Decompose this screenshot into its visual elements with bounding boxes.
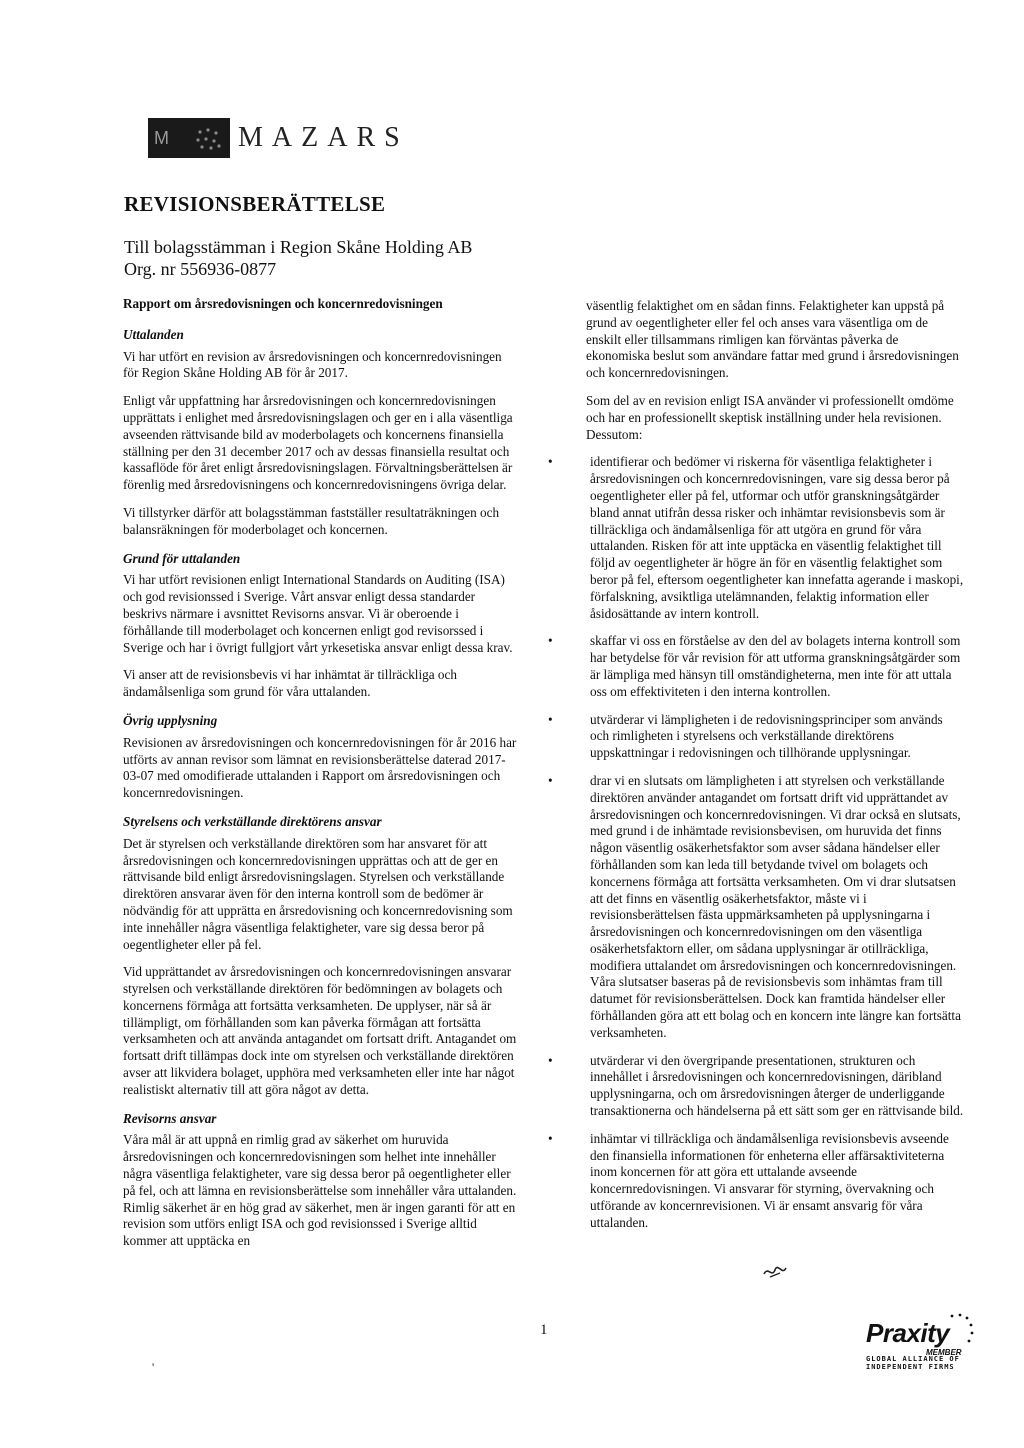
paragraph: Enligt vår uppfattning har årsredovisningen och koncernredovisningen upprättats i enlighet med årsredovisningslagen och ger en i alla väsentliga avseenden rättvisande bild av moderbolagets och koncernens finansiella ställning per den 31 december 2017 och av dessas finansiella resultat och kassaflöde för året enligt årsredovisningslagen. Förvaltningsberättelsen är förenlig med årsredovisningens och koncernredovisningens övriga delar. bbox=[123, 393, 513, 493]
paragraph: Som del av en revision enligt ISA använder vi professionellt omdöme och har en professionellt skeptisk inställning under hela revisionen. Dessutom: bbox=[586, 392, 954, 442]
margin-tick-mark: ' bbox=[152, 1360, 155, 1374]
right-column bbox=[548, 298, 964, 1243]
list-item-text: utvärderar vi den övergripande presentationen, strukturen och innehållet i årsredovisningen och koncernredovisningen, däribland upplysningarna, och om årsredovisningen återger de underliggande transaktionerna och händelserna på ett sätt som ger en rättvisande bild. bbox=[590, 1052, 964, 1119]
bullet-icon: • bbox=[548, 772, 553, 788]
bullet-list bbox=[548, 454, 964, 1231]
section-heading: Uttalanden bbox=[123, 326, 184, 342]
section-heading: Styrelsens och verkställande direktörens ansvar bbox=[123, 813, 382, 829]
praxity-dots-icon bbox=[946, 1312, 976, 1352]
bullet-icon: • bbox=[548, 1130, 553, 1146]
list-item bbox=[548, 633, 964, 700]
recipient-line: Till bolagsstämman i Region Skåne Holding AB bbox=[124, 237, 473, 257]
logo-mark bbox=[148, 118, 230, 158]
bullet-icon: • bbox=[548, 454, 553, 470]
praxity-wordmark: Praxity bbox=[866, 1318, 950, 1348]
paragraph: Det är styrelsen och verkställande direktören som har ansvaret för att årsredovisningen och koncernredovisningen upprättas och att de ger en rättvisande bild enligt årsredovisningslagen. Styrelsen och verkställande direktören ansvarar även för den interna kontroll som de bedömer är nödvändig för att upprätta en årsredovisning och koncernredovisning som inte innehåller några väsentliga felaktigheter, vare sig dessa beror på oegentligheter eller på fel. bbox=[123, 835, 513, 952]
paragraph: Vi tillstyrker därför att bolagsstämman fastställer resultaträkningen och balansräkningen för moderbolaget och koncernen. bbox=[123, 504, 500, 537]
praxity-tagline-line1: GLOBAL ALLIANCE OF bbox=[866, 1355, 960, 1363]
list-item bbox=[548, 454, 964, 622]
paragraph: väsentlig felaktighet om en sådan finns. Felaktigheter kan uppstå på grund av oegentligheter eller fel och anses vara väsentliga om de enskilt eller tillsammans rimligen kan förväntas påverka de ekonomiska beslut som användare fattar med grund i årsredovisningen och koncernredovisningen. bbox=[586, 298, 959, 381]
paragraph: Vi anser att de revisionsbevis vi har inhämtat är tillräckliga och ändamålsenliga som grund för våra uttalanden. bbox=[123, 667, 457, 700]
praxity-tagline bbox=[866, 1355, 976, 1371]
list-item bbox=[548, 711, 964, 762]
paragraph: Revisionen av årsredovisningen och koncernredovisningen för år 2016 har utförts av annan revisor som lämnat en revisionsberättelse daterad 2017-03-07 med omodifierade uttalanden i Rapport om årsredovisningen och koncernredovisningen. bbox=[123, 734, 517, 801]
logo-mark-letter: M bbox=[154, 128, 171, 148]
logo-dots-icon bbox=[192, 126, 224, 152]
section-heading: Övrig upplysning bbox=[123, 712, 218, 728]
paragraph: Vid upprättandet av årsredovisningen och koncernredovisningen ansvarar styrelsen och verkställande direktören för bedömningen av bolagets och koncernens förmåga att fortsätta verksamheten. De upplyser, när så är tillämpligt, om förhållanden som kan påverka förmågan att fortsätta verksamheten och att använda antagandet om fortsatt drift. Antagandet om fortsatt drift tillämpas dock inte om styrelsen och verkställande direktören avser att likvidera bolaget, upphöra med verksamheten eller inte har något realistiskt alternativ till att göra något av detta. bbox=[123, 964, 517, 1097]
section-heading: Grund för uttalanden bbox=[123, 550, 241, 566]
list-item-text: identifierar och bedömer vi riskerna för väsentliga felaktigheter i årsredovisningen och koncernredovisningen, vare sig dessa beror på oegentligheter eller på fel, utformar och utför granskningsåtgärder bland annat utifrån dessa risker och inhämtar revisionsbevis som är tillräckliga och ändamålsenliga för att utgöra en grund för våra uttalanden. Risken för att inte upptäcka en väsentlig felaktighet till följd av oegentligheter är högre än för en väsentlig felaktighet som beror på fel, eftersom oegentligheter kan innefatta agerande i maskopi, förfalskning, avsiktliga utelämnanden, felaktig information eller åsidosättande av intern kontroll. bbox=[590, 454, 964, 621]
praxity-member-label: MEMBER bbox=[926, 1348, 962, 1357]
page-number: 1 bbox=[540, 1322, 548, 1338]
list-item-text: drar vi en slutsats om lämpligheten i att styrelsen och verkställande direktören använder antagandet om fortsatt drift vid upprättandet av årsredovisningen och koncernredovisningen. Vi drar också en slutsats, med grund i de inhämtade revisionsbevisen, om huruvida det finns någon väsentlig osäkerhetsfaktor som avser sådana händelser eller förhållanden som kan leda till betydande tvivel om bolagets och koncernens förmåga att fortsätta verksamheten. Om vi drar slutsatsen att det finns en väsentlig osäkerhetsfaktor, måste vi i revisionsberättelsen fästa uppmärksamheten på upplysningarna i årsredovisningen och koncernredovisningen om den väsentliga osäkerhetsfaktorn eller, om sådana upplysningar är otillräckliga, modifiera uttalandet om årsredovisningen och koncernredovisningen. Våra slutsatser baseras på de revisionsbevis som inhämtas fram till datumet för revisionsberättelsen. Dock kan framtida händelser eller förhållanden göra att ett bolag och en koncern inte längre kan fortsätta verksamheten. bbox=[590, 772, 961, 1040]
logo-wordmark: MAZARS bbox=[238, 122, 409, 153]
handwritten-initials-icon bbox=[762, 1262, 788, 1280]
bullet-icon: • bbox=[548, 711, 553, 727]
section-heading: Revisorns ansvar bbox=[123, 1110, 217, 1126]
list-item bbox=[548, 1052, 964, 1120]
list-item bbox=[548, 772, 964, 1042]
list-item-text: utvärderar vi lämpligheten i de redovisningsprinciper som används och rimligheten i styrelsens och verkställande direktörens uppskattningar i redovisningen och tillhörande upplysningar. bbox=[590, 711, 943, 761]
mazars-logo bbox=[148, 118, 409, 158]
list-item-text: inhämtar vi tillräckliga och ändamålsenliga revisionsbevis avseende den finansiella informationen för enheterna eller affärsaktiviteterna inom koncernen för att göra ett uttalande avseende koncernredovisningen. Vi ansvarar för styrning, övervakning och utförande av koncernrevisionen. Vi är ensamt ansvarig för våra uttalanden. bbox=[590, 1130, 949, 1230]
document-title: REVISIONSBERÄTTELSE bbox=[124, 192, 386, 216]
paragraph: Vi har utfört revisionen enligt International Standards on Auditing (ISA) och god revisionssed i Sverige. Vårt ansvar enligt dessa standarder beskrivs närmare i avsnittet Revisorns ansvar. Vi är oberoende i förhållande till moderbolaget och koncernen enligt god revisorssed i Sverige och har i övrigt fullgjort vårt yrkesetiska ansvar enligt dessa krav. bbox=[123, 572, 513, 655]
praxity-logo bbox=[866, 1318, 976, 1371]
report-heading: Rapport om årsredovisningen och koncernredovisningen bbox=[123, 296, 443, 311]
list-item-text: skaffar vi oss en förståelse av den del av bolagets interna kontroll som har betydelse för vår revision för att utforma granskningsåtgärder som är lämpliga med hänsyn till omständigheterna, men inte för att uttala oss om effektiviteten i den interna kontrollen. bbox=[590, 633, 961, 699]
bullet-icon: • bbox=[548, 633, 553, 649]
list-item bbox=[548, 1130, 964, 1232]
paragraph: Vi har utfört en revision av årsredovisningen och koncernredovisningen för Region Skåne Holding AB för år 2017. bbox=[123, 348, 502, 381]
praxity-tagline-line2: INDEPENDENT FIRMS bbox=[866, 1363, 955, 1371]
org-number: Org. nr 556936-0877 bbox=[124, 259, 277, 279]
left-column bbox=[123, 296, 518, 1261]
bullet-icon: • bbox=[548, 1052, 553, 1068]
paragraph: Våra mål är att uppnå en rimlig grad av säkerhet om huruvida årsredovisningen och koncernredovisningen som helhet inte innehåller några väsentliga felaktigheter, vare sig dessa beror på oegentligheter eller på fel, och att lämna en revisionsberättelse som innehåller våra uttalanden. Rimlig säkerhet är en hög grad av säkerhet, men är ingen garanti för att en revision som utförs enligt ISA och god revisionssed i Sverige alltid kommer att upptäcka en bbox=[123, 1132, 517, 1249]
